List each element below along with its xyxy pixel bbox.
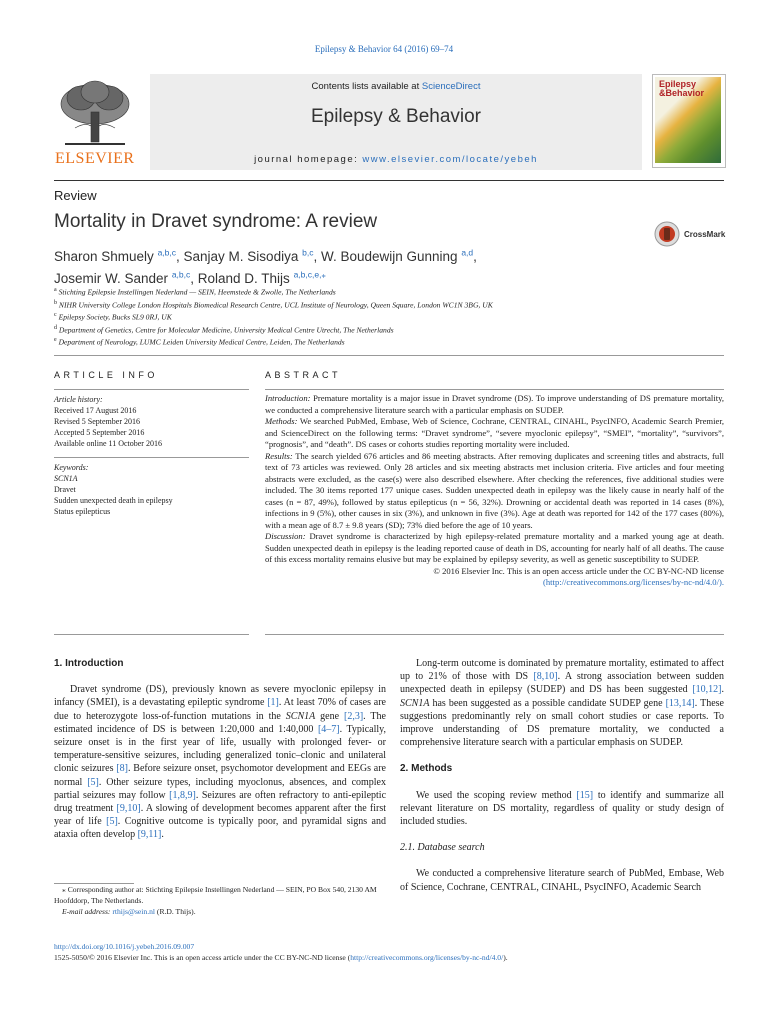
text-run: . These suggestions predominantly rely on small cohort studies or case reports. To improve understanding of DS premature mortality, we conducted a comprehensive literature search with a particular emphasis on SUDEP. bbox=[400, 697, 724, 749]
keyword: Sudden unexpected death in epilepsy bbox=[54, 496, 173, 505]
text: The search yielded 676 articles and 86 meeting abstracts. After removing duplicates and screening titles and abstracts, full text of 73 articles was reviewed. Only 28 articles and six meeting abstracts met inclusion criteria. Five articles and four meeting abstracts were excluded, as the case(s) were also described elsewhere. After checking the references, five additional studies were included. The 30 items reported 177 unique cases. Sudden unexpected death in epilepsy was the likely cause in nearly half of the cases (n = 87, 49%), followed by status epilepticus (n = 56, 32%). Drowning or accidental death was reported in 14 cases (8%), infections in 9 (5%), other causes in six (3%), and unknown in five (3%). Age at death was reported for 142 of the 177 cases (80%), with a mean age of 8.7 ± 9.8 years (SD); 73% died before the age of 10 years. bbox=[265, 450, 724, 530]
citation-link[interactable]: [9,10] bbox=[116, 803, 141, 815]
text-run: We used the scoping review method bbox=[416, 789, 577, 801]
text-run: Dravet syndrome (DS), previously known as severe myoclonic epilepsy in infancy (SMEI), is a devastating epileptic syndrome bbox=[54, 684, 386, 709]
text-run: . Seizures are often refractory to anti-epileptic drug treatment bbox=[54, 789, 387, 815]
divider bbox=[54, 457, 249, 458]
affil-text: Stichting Epilepsie Instellingen Nederland — SEIN, Heemstede & Zwolle, The Netherlands bbox=[58, 287, 336, 297]
paragraph bbox=[400, 867, 724, 893]
history-item: Available online 11 October 2016 bbox=[54, 439, 162, 448]
article-type: Review bbox=[54, 188, 97, 203]
author-affil[interactable]: b,c bbox=[302, 247, 314, 257]
corresponding-author-footnote bbox=[54, 884, 386, 917]
article-title: Mortality in Dravet syndrome: A review bbox=[54, 211, 378, 232]
keywords bbox=[54, 462, 173, 517]
divider bbox=[54, 634, 249, 635]
author bbox=[198, 271, 326, 286]
text-run: gene bbox=[315, 710, 344, 722]
divider bbox=[265, 634, 724, 635]
publisher-name: ELSEVIER bbox=[55, 150, 135, 167]
text: We searched PubMed, Embase, Web of Science, Cochrane, CENTRAL, CINAHL, PsycINFO, Academic Search Premier, and ScienceDirect on the following terms: “Dravet syndrome”, “severe myoclonic epilepsy”, “SMEI”, “mortality”, “survivors”, “prognosis”, and “death”. DS cases or cohorts studies reporting mortality were included. bbox=[265, 416, 724, 449]
affil-key: c bbox=[54, 312, 57, 319]
section-heading-methods: 2. Methods bbox=[400, 763, 453, 775]
issn-line bbox=[54, 953, 508, 962]
journal-title: Epilepsy & Behavior bbox=[310, 106, 482, 127]
paragraph bbox=[400, 657, 724, 749]
text-run: . The estimated incidence of DS is between 1:20,000 and 1:40,000 bbox=[54, 710, 386, 735]
affiliation bbox=[54, 323, 493, 336]
abstract-heading: ABSTRACT bbox=[265, 370, 342, 380]
text-run: . Other seizure types, including myoclonus, absences, and complex partial seizures may follow bbox=[54, 776, 386, 801]
label: Methods: bbox=[265, 416, 298, 426]
author-name: Sanjay M. Sisodiya bbox=[183, 248, 299, 264]
author-name: Josemir W. Sander bbox=[54, 271, 169, 286]
citation-link[interactable]: [1] bbox=[267, 697, 279, 709]
author-name: Roland D. Thijs bbox=[197, 271, 290, 286]
divider bbox=[265, 389, 724, 390]
abstract-discussion bbox=[265, 531, 724, 566]
affil-key: e bbox=[54, 337, 57, 344]
affil-key: b bbox=[54, 299, 57, 306]
citation-link[interactable]: [8,10] bbox=[533, 671, 558, 683]
email-link[interactable]: rthijs@sein.nl bbox=[112, 907, 156, 916]
author-name: W. Boudewijn Gunning bbox=[320, 248, 458, 264]
issn-end: ). bbox=[503, 953, 508, 962]
affil-key: a bbox=[54, 287, 57, 293]
citation-link[interactable]: [8] bbox=[116, 763, 128, 775]
affil-key: d bbox=[54, 324, 57, 331]
affil-text: Department of Genetics, Centre for Molecular Medicine, University Medical Centre Utrecht, The Netherlands bbox=[58, 325, 394, 335]
history-label: Article history: bbox=[54, 395, 103, 404]
subsection-heading-database-search: 2.1. Database search bbox=[400, 842, 485, 854]
contents-line bbox=[150, 81, 642, 92]
journal-homepage bbox=[150, 154, 642, 165]
crossmark-label: CrossMark bbox=[684, 229, 726, 239]
body-right-column bbox=[400, 657, 724, 894]
text: Premature mortality is a major issue in Dravet syndrome (DS). To improve understanding of DS premature mortality, we conducted a comprehensive literature search with a particular emphasis on SUDEP. bbox=[265, 393, 724, 415]
italic-text: SCN1A bbox=[400, 697, 430, 709]
author-affil[interactable]: a,d bbox=[461, 247, 474, 257]
affiliation bbox=[54, 298, 493, 311]
text-run: . Cognitive outcome is typically poor, and pyramidal signs and ataxia often develop bbox=[54, 816, 386, 841]
author bbox=[321, 249, 477, 264]
text-run: . Before seizure onset, psychomotor development and EEGs are normal bbox=[54, 763, 386, 788]
affiliation bbox=[54, 335, 493, 348]
italic-text: SCN1A bbox=[285, 710, 316, 722]
elsevier-tree-logo bbox=[55, 78, 135, 150]
affiliation bbox=[54, 285, 493, 298]
author bbox=[54, 271, 198, 286]
text: Dravet syndrome is characterized by high epilepsy-related premature mortality and a marked young age at death. Sudden unexpected death in epilepsy is the leading reported cause of death in DS, accounting for nearly half of all deaths. The cause of this excess mortality remains elusive but may be explained by epilepsy severity, as well as genetic susceptibility to SUDEP. bbox=[265, 531, 724, 564]
paragraph bbox=[54, 683, 386, 841]
citation-link[interactable]: [9,11] bbox=[137, 829, 162, 841]
keywords-label: Keywords: bbox=[54, 463, 89, 472]
author-separator: , bbox=[473, 248, 477, 264]
paragraph bbox=[400, 789, 724, 829]
abstract-copyright: © 2016 Elsevier Inc. This is an open access article under the CC BY-NC-ND license bbox=[433, 565, 724, 576]
author-name: Sharon Shmuely bbox=[54, 248, 154, 264]
keyword: SCN1A bbox=[54, 474, 78, 483]
text-run: . bbox=[721, 684, 724, 696]
journal-cover-image bbox=[652, 74, 726, 168]
citation-link[interactable]: [4–7] bbox=[317, 723, 340, 735]
label: Results: bbox=[265, 450, 293, 461]
text-run: . A strong association between sudden unexpected death in epilepsy (SUDEP) and DS has been suggested bbox=[400, 671, 724, 696]
corresponding-text: ⁎ Corresponding author at: Stichting Epilepsie Instellingen Nederland — SEIN, PO Box 540, 2130 AM Hoofddorp, The Netherlands. bbox=[54, 885, 377, 905]
email-suffix: (R.D. Thijs). bbox=[155, 907, 196, 916]
author-affil[interactable]: a,b,c,e,⁎ bbox=[293, 269, 326, 280]
sciencedirect-link[interactable]: ScienceDirect bbox=[421, 81, 481, 92]
affil-text: Epilepsy Society, Bucks SL9 0RJ, UK bbox=[58, 312, 172, 322]
author bbox=[54, 249, 184, 264]
author bbox=[184, 249, 321, 264]
license-link[interactable]: (http://creativecommons.org/licenses/by-nc-nd/4.0/). bbox=[543, 577, 724, 587]
contents-prefix: Contents lists available at bbox=[311, 81, 422, 92]
citation-link[interactable]: [2,3] bbox=[344, 710, 364, 722]
homepage-prefix: journal homepage: bbox=[254, 154, 363, 165]
text-run: . Typically, seizure onset is in the first year of life, usually with prolonged fever- or temperature-sensitive seizures, including generalized tonic–clonic and unilateral clonic seizures bbox=[54, 723, 386, 775]
author-list bbox=[54, 243, 654, 288]
text-run: has been suggested as a possible candidate SUDEP gene bbox=[429, 697, 666, 709]
author-separator: , bbox=[313, 248, 321, 264]
affiliation bbox=[54, 310, 493, 323]
article-info-heading: ARTICLE INFO bbox=[54, 370, 158, 380]
citation-link[interactable]: [1,8,9] bbox=[169, 789, 196, 801]
label: Discussion: bbox=[265, 531, 306, 541]
citation-link[interactable]: [10,12] bbox=[692, 684, 722, 696]
section-divider bbox=[54, 355, 724, 356]
crossmark-icon bbox=[654, 221, 680, 247]
author-affil[interactable]: a,b,c bbox=[157, 247, 177, 257]
text-run: . At least 70% of cases are due to heterozygote loss-of-function mutations in the bbox=[54, 697, 386, 722]
body-left-column bbox=[54, 657, 386, 842]
text-run: Long-term outcome is dominated by premature mortality, estimated to affect up to 21% of those with DS bbox=[400, 658, 724, 683]
author-separator: , bbox=[176, 248, 184, 264]
text-run: . A slowing of development becomes apparent after the first year of life bbox=[54, 803, 386, 828]
citation-link[interactable]: [13,14] bbox=[665, 697, 695, 709]
text-run: We conducted a comprehensive literature search of PubMed, Embase, Web of Science, Cochrane, CENTRAL, CINAHL, PsycINFO, Academic Search bbox=[400, 868, 724, 893]
affiliations bbox=[54, 285, 493, 348]
text-run: . bbox=[161, 829, 164, 841]
license-link-footer[interactable]: http://creativecommons.org/licenses/by-nc-nd/4.0/ bbox=[350, 953, 504, 962]
abstract-intro bbox=[265, 393, 724, 416]
citation-link[interactable]: [5] bbox=[106, 816, 118, 828]
keyword: Status epilepticus bbox=[54, 507, 111, 516]
crossmark-button[interactable] bbox=[654, 221, 725, 247]
cover-title-line2: &Behavior bbox=[659, 88, 705, 98]
text-run: to identify and summarize all relevant literature on DS mortality, regardless of quality or study design of included studies. bbox=[400, 789, 725, 828]
history-item: Revised 5 September 2016 bbox=[54, 417, 140, 426]
divider bbox=[54, 389, 249, 390]
label: Introduction: bbox=[265, 393, 311, 403]
abstract-text bbox=[265, 393, 724, 589]
cover-title-line1: Epilepsy bbox=[659, 79, 697, 89]
abstract-methods bbox=[265, 416, 724, 451]
header-divider bbox=[54, 180, 724, 181]
affil-text: Department of Neurology, LUMC Leiden University Medical Centre, Leiden, The Netherlands bbox=[58, 337, 345, 347]
homepage-link[interactable]: www.elsevier.com/locate/yebeh bbox=[362, 154, 538, 165]
citation-link[interactable]: [15] bbox=[576, 789, 594, 801]
journal-citation[interactable]: Epilepsy & Behavior 64 (2016) 69–74 bbox=[314, 44, 454, 54]
doi-link[interactable]: http://dx.doi.org/10.1016/j.yebeh.2016.09.007 bbox=[54, 942, 195, 951]
abstract-results bbox=[265, 451, 724, 532]
history-item: Accepted 5 September 2016 bbox=[54, 428, 145, 437]
issn-text: 1525-5050/© 2016 Elsevier Inc. This is an open access article under the CC BY-NC-ND license ( bbox=[54, 953, 351, 962]
citation-link[interactable]: [5] bbox=[87, 776, 99, 788]
section-heading-introduction: 1. Introduction bbox=[54, 658, 124, 669]
affil-text: NIHR University College London Hospitals Biomedical Research Centre, UCL Institute of Neurology, Queen Square, London WC1N 3BG, UK bbox=[58, 300, 493, 310]
author-affil[interactable]: a,b,c bbox=[171, 269, 191, 280]
history-item: Received 17 August 2016 bbox=[54, 406, 137, 415]
author-separator: , bbox=[190, 271, 198, 286]
email-label: E-mail address: bbox=[62, 907, 111, 916]
keyword: Dravet bbox=[54, 485, 76, 494]
article-history bbox=[54, 394, 162, 449]
